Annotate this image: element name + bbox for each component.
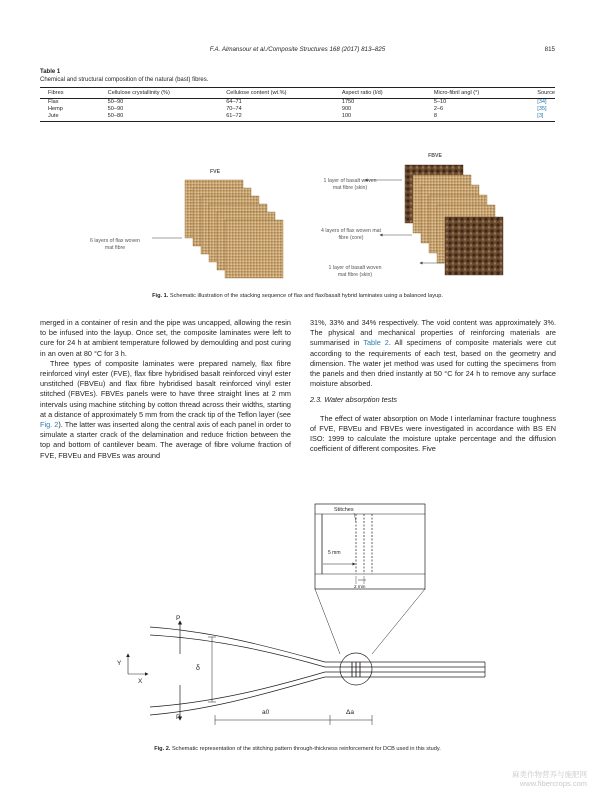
fbve-label: FBVE (428, 153, 442, 159)
paragraph-text: 31%, 33% and 34% respectively. The void content was approximately 3%. The physical and mechanical properties of reinforcing materials are summarised in (310, 318, 556, 348)
column-header: Aspect ratio (l/d) (334, 88, 426, 99)
table-cell: Flax (48, 99, 59, 105)
table-row (40, 106, 555, 113)
page-number: 815 (544, 46, 555, 53)
paragraph: merged in a container of resin and the pipe was uncapped, allowing the resin to be infused into the layup. Once set, the composite laminates were left to cure for 24 h at ambient temperature followed by demoulding and post curing in an oven at 80 °C for 3 h. (40, 318, 291, 358)
label-flax-6-layers (70, 238, 160, 252)
load-p-bottom: P (176, 714, 181, 721)
table-header-row (40, 88, 555, 99)
fve-stack (185, 180, 283, 278)
dimension-5mm: 5 mm (328, 550, 341, 556)
column-header: Cellulose crystallinity (%) (100, 88, 219, 99)
left-column (40, 318, 291, 461)
zoom-line (315, 589, 340, 654)
paragraph: The effect of water absorption on Mode I interlaminar fracture toughness of FVE, FBVEu and FBVEs were investigated in accordance with BS EN ISO: 1999 to calculate the moisture uptake percentage and the diffusion coefficient of different composites. Five (310, 413, 556, 454)
a0-label: a0 (262, 709, 270, 716)
reference-link[interactable]: [35] (537, 105, 547, 112)
table-cell: 100 (334, 113, 426, 122)
figure-1 (40, 145, 555, 295)
table-title: Chemical and structural composition of the natural (bast) fibres. (40, 77, 209, 83)
paragraph-text: ). The latter was inserted along the central axis of each panel in order to simulate a starter crack of the delamination and reduce friction between the top and bottom of cantilever beam. The average of fibre volume fraction of FVE, FBVEu and FBVEs was around (40, 420, 291, 460)
fbve-stack (405, 165, 503, 275)
paragraph (40, 359, 291, 461)
right-column (310, 318, 556, 454)
label-line: 1 layer of basalt woven (323, 178, 377, 184)
label-line: 4 layers of flax woven mat (321, 228, 381, 234)
label-basalt-top (305, 178, 395, 192)
table-cell: Jute (40, 113, 100, 122)
figure-2-caption (40, 746, 555, 753)
column-header: Source (529, 88, 555, 99)
axis-y-label: Y (117, 660, 122, 667)
table-cell: 61–72 (218, 113, 334, 122)
delta-label: δ (196, 665, 200, 672)
reference-link[interactable]: [34] (537, 99, 547, 105)
load-p-top: P (176, 615, 181, 622)
table-reference-link[interactable]: Table 2 (363, 338, 389, 348)
table-caption (40, 68, 555, 84)
axis-x-label: X (138, 678, 143, 685)
watermark-line: 麻类作物营养与施肥网 (512, 770, 587, 779)
fve-label: FVE (209, 169, 221, 175)
table-cell: 64–71 (226, 99, 242, 105)
label-basalt-bottom (310, 265, 400, 279)
table-cell: Hemp (48, 105, 63, 112)
label-line: 6 layers of flax woven (90, 238, 140, 244)
figure-reference-link[interactable]: Fig. 2 (40, 420, 59, 430)
section-heading: 2.3. Water absorption tests (310, 395, 398, 405)
column-header: Micro-fibril angl (°) (426, 88, 529, 99)
column-header: Cellulose content (wt.%) (218, 88, 334, 99)
paragraph-text: . All specimens of composite materials were cut according to the requirements of each test, based on the geometry and dimension. The water jet method was used for cutting the specimens from the panels and then dried instantly at 50 °C for 24 h to remove any surface moisture absorbed. (310, 338, 557, 389)
table-cell: 70–74 (226, 105, 242, 112)
label-line: 1 layer of basalt woven (328, 265, 382, 271)
reference-link[interactable]: [3] (529, 113, 555, 122)
paragraph (310, 318, 556, 389)
table-label: Table 1 (40, 69, 61, 75)
paragraph-text: Three types of composite laminates were prepared namely, flax fibre reinforced vinyl ester (FVE), flax fibre hybridised basalt reinforced vinyl ester unstitched (FBVEu) and flax fibre hybridised basalt reinforced vinyl ester stitched (FBVEs). FBVEs panels were to have three straight lines at 2 mm intervals using machine stitching by cotton thread across their widths, starting at a distance of approximately 5 mm from the crack tip of the Teflon layer (see (40, 358, 291, 419)
watermark (512, 770, 587, 788)
table-cell: 1750 (341, 99, 355, 105)
label-line: mat fibre (skin) (337, 272, 373, 278)
table-cell: 50–90 (107, 99, 124, 105)
table-cell: 900 (341, 105, 352, 112)
journal-citation: F.A. Almansour et al./Composite Structures 168 (2017) 813–825 (209, 46, 386, 53)
stitch-inset (315, 504, 425, 589)
running-header (40, 46, 555, 58)
caption-text: Schematic representation of the stitching pattern through-thickness reinforcement for DCB used in this study. (171, 746, 441, 752)
table-cell: 2–6 (433, 105, 444, 112)
caption-label: Fig. 1. (152, 293, 169, 299)
dcb-diagram (110, 502, 495, 740)
composition-table (40, 87, 555, 122)
dcb-specimen (150, 627, 485, 715)
label-line: fibre (core) (338, 235, 364, 241)
stacking-diagram (40, 145, 555, 295)
table-cell: 8 (426, 113, 529, 122)
table-cell: 50–80 (100, 113, 219, 122)
table-row (40, 99, 555, 106)
delta-a-label: Δa (346, 709, 354, 716)
label-line: mat fibre (104, 245, 126, 251)
dimension-2mm: 2 mm (354, 584, 366, 589)
watermark-line: www.fibercrops.com (519, 779, 587, 788)
figure-2 (110, 502, 495, 740)
table-row (40, 113, 555, 122)
caption-text: Schematic illustration of the stacking sequence of flax and flax/basalt hybrid laminates using a balanced layup. (169, 293, 443, 299)
zoom-line (372, 589, 425, 654)
stitches-label: Stitches (334, 507, 354, 513)
caption-label: Fig. 2. (154, 746, 171, 752)
table-cell: 5–10 (433, 99, 447, 105)
label-flax-core (302, 228, 400, 242)
figure-1-caption (40, 293, 555, 300)
table-cell: 50–90 (107, 105, 124, 112)
column-header: Fibres (40, 88, 100, 99)
label-line: mat fibre (skin) (332, 185, 368, 191)
